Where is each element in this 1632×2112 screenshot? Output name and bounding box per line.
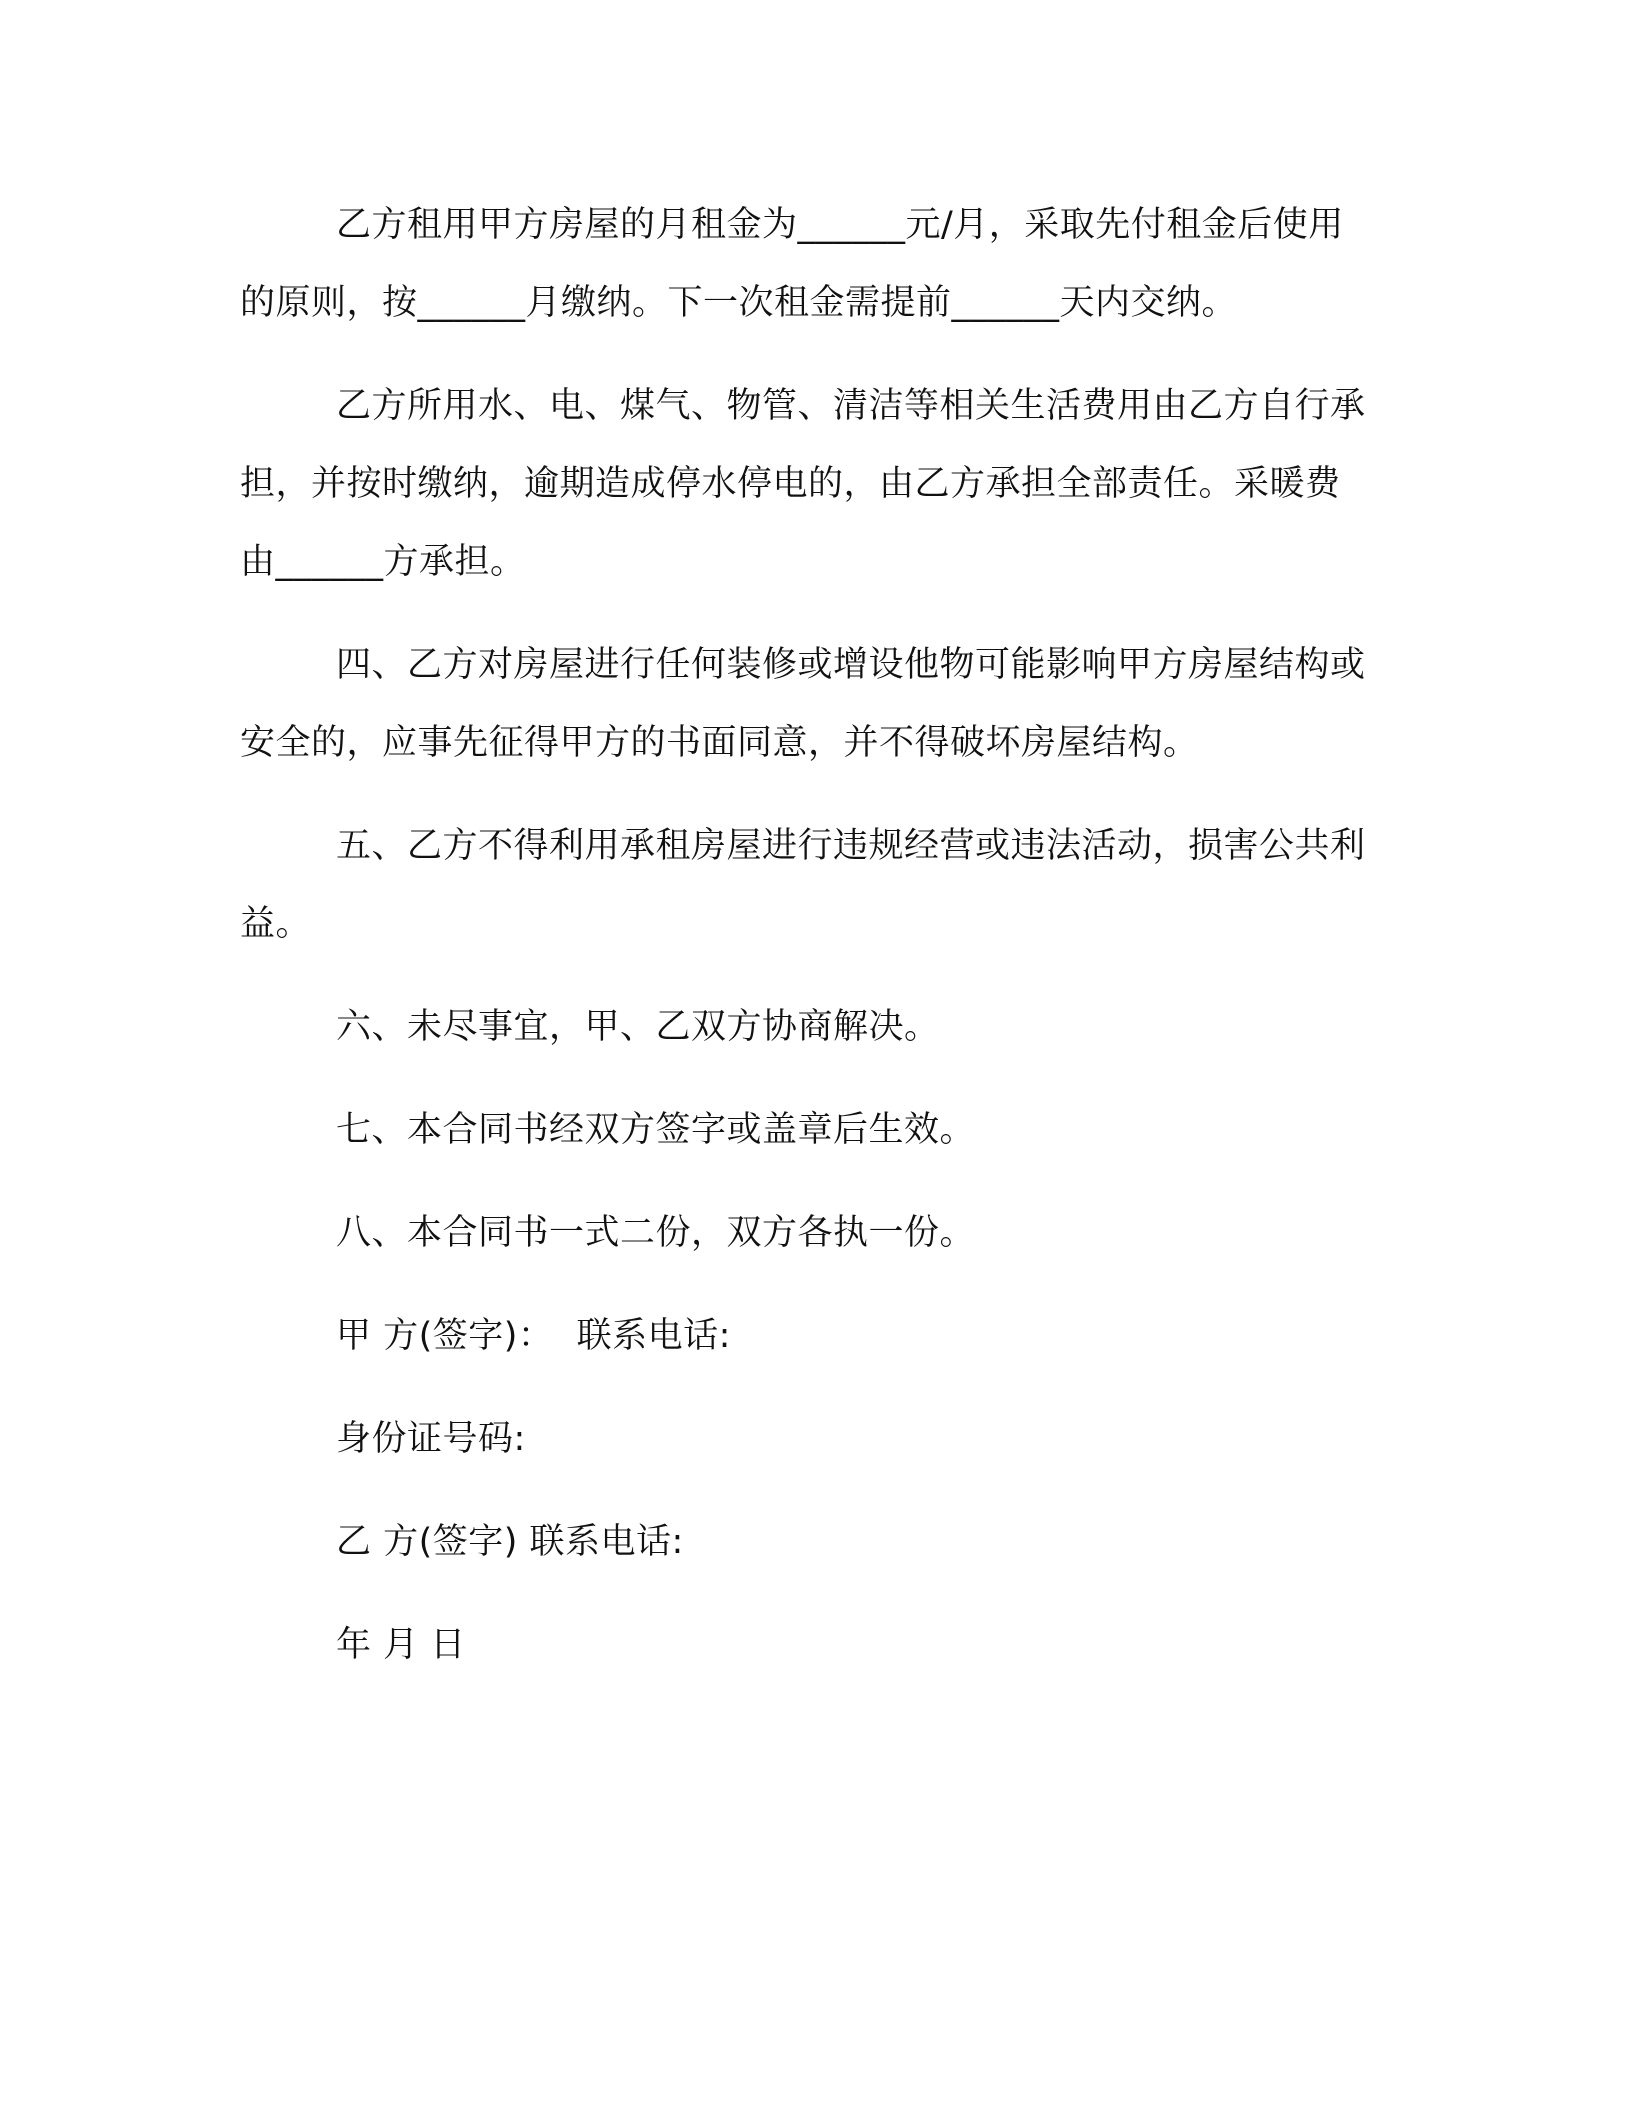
clause-five-paragraph: 五、乙方不得利用承租房屋进行违规经营或违法活动，损害公共利益。 [240, 826, 1366, 944]
clause-four-paragraph: 四、乙方对房屋进行任何装修或增设他物可能影响甲方房屋结构或安全的，应事先征得甲方的书面同意，并不得破坏房屋结构。 [240, 645, 1366, 763]
date-line: 年 月 日 [336, 1625, 466, 1665]
clause-eight: 八、本合同书一式二份，双方各执一份。 [336, 1213, 976, 1253]
clause-six: 六、未尽事宜，甲、乙双方协商解决。 [336, 1007, 940, 1047]
utilities-paragraph: 乙方所用水、电、煤气、物管、清洁等相关生活费用由乙方自行承担，并按时缴纳，逾期造成停水停电的，由乙方承担全部责任。采暖费由______方承担。 [240, 386, 1366, 582]
party-a-signature-line: 甲 方(签字)： 联系电话: [336, 1316, 731, 1356]
contract-body [240, 186, 1370, 1684]
rent-payment-paragraph: 乙方租用甲方房屋的月租金为______元/月，采取先付租金后使用的原则，按______月缴纳。下一次租金需提前______天内交纳。 [240, 205, 1344, 323]
id-number-line: 身份证号码: [336, 1419, 526, 1459]
party-b-signature-line: 乙 方(签字) 联系电话: [336, 1522, 684, 1562]
clause-seven: 七、本合同书经双方签字或盖章后生效。 [336, 1110, 976, 1150]
